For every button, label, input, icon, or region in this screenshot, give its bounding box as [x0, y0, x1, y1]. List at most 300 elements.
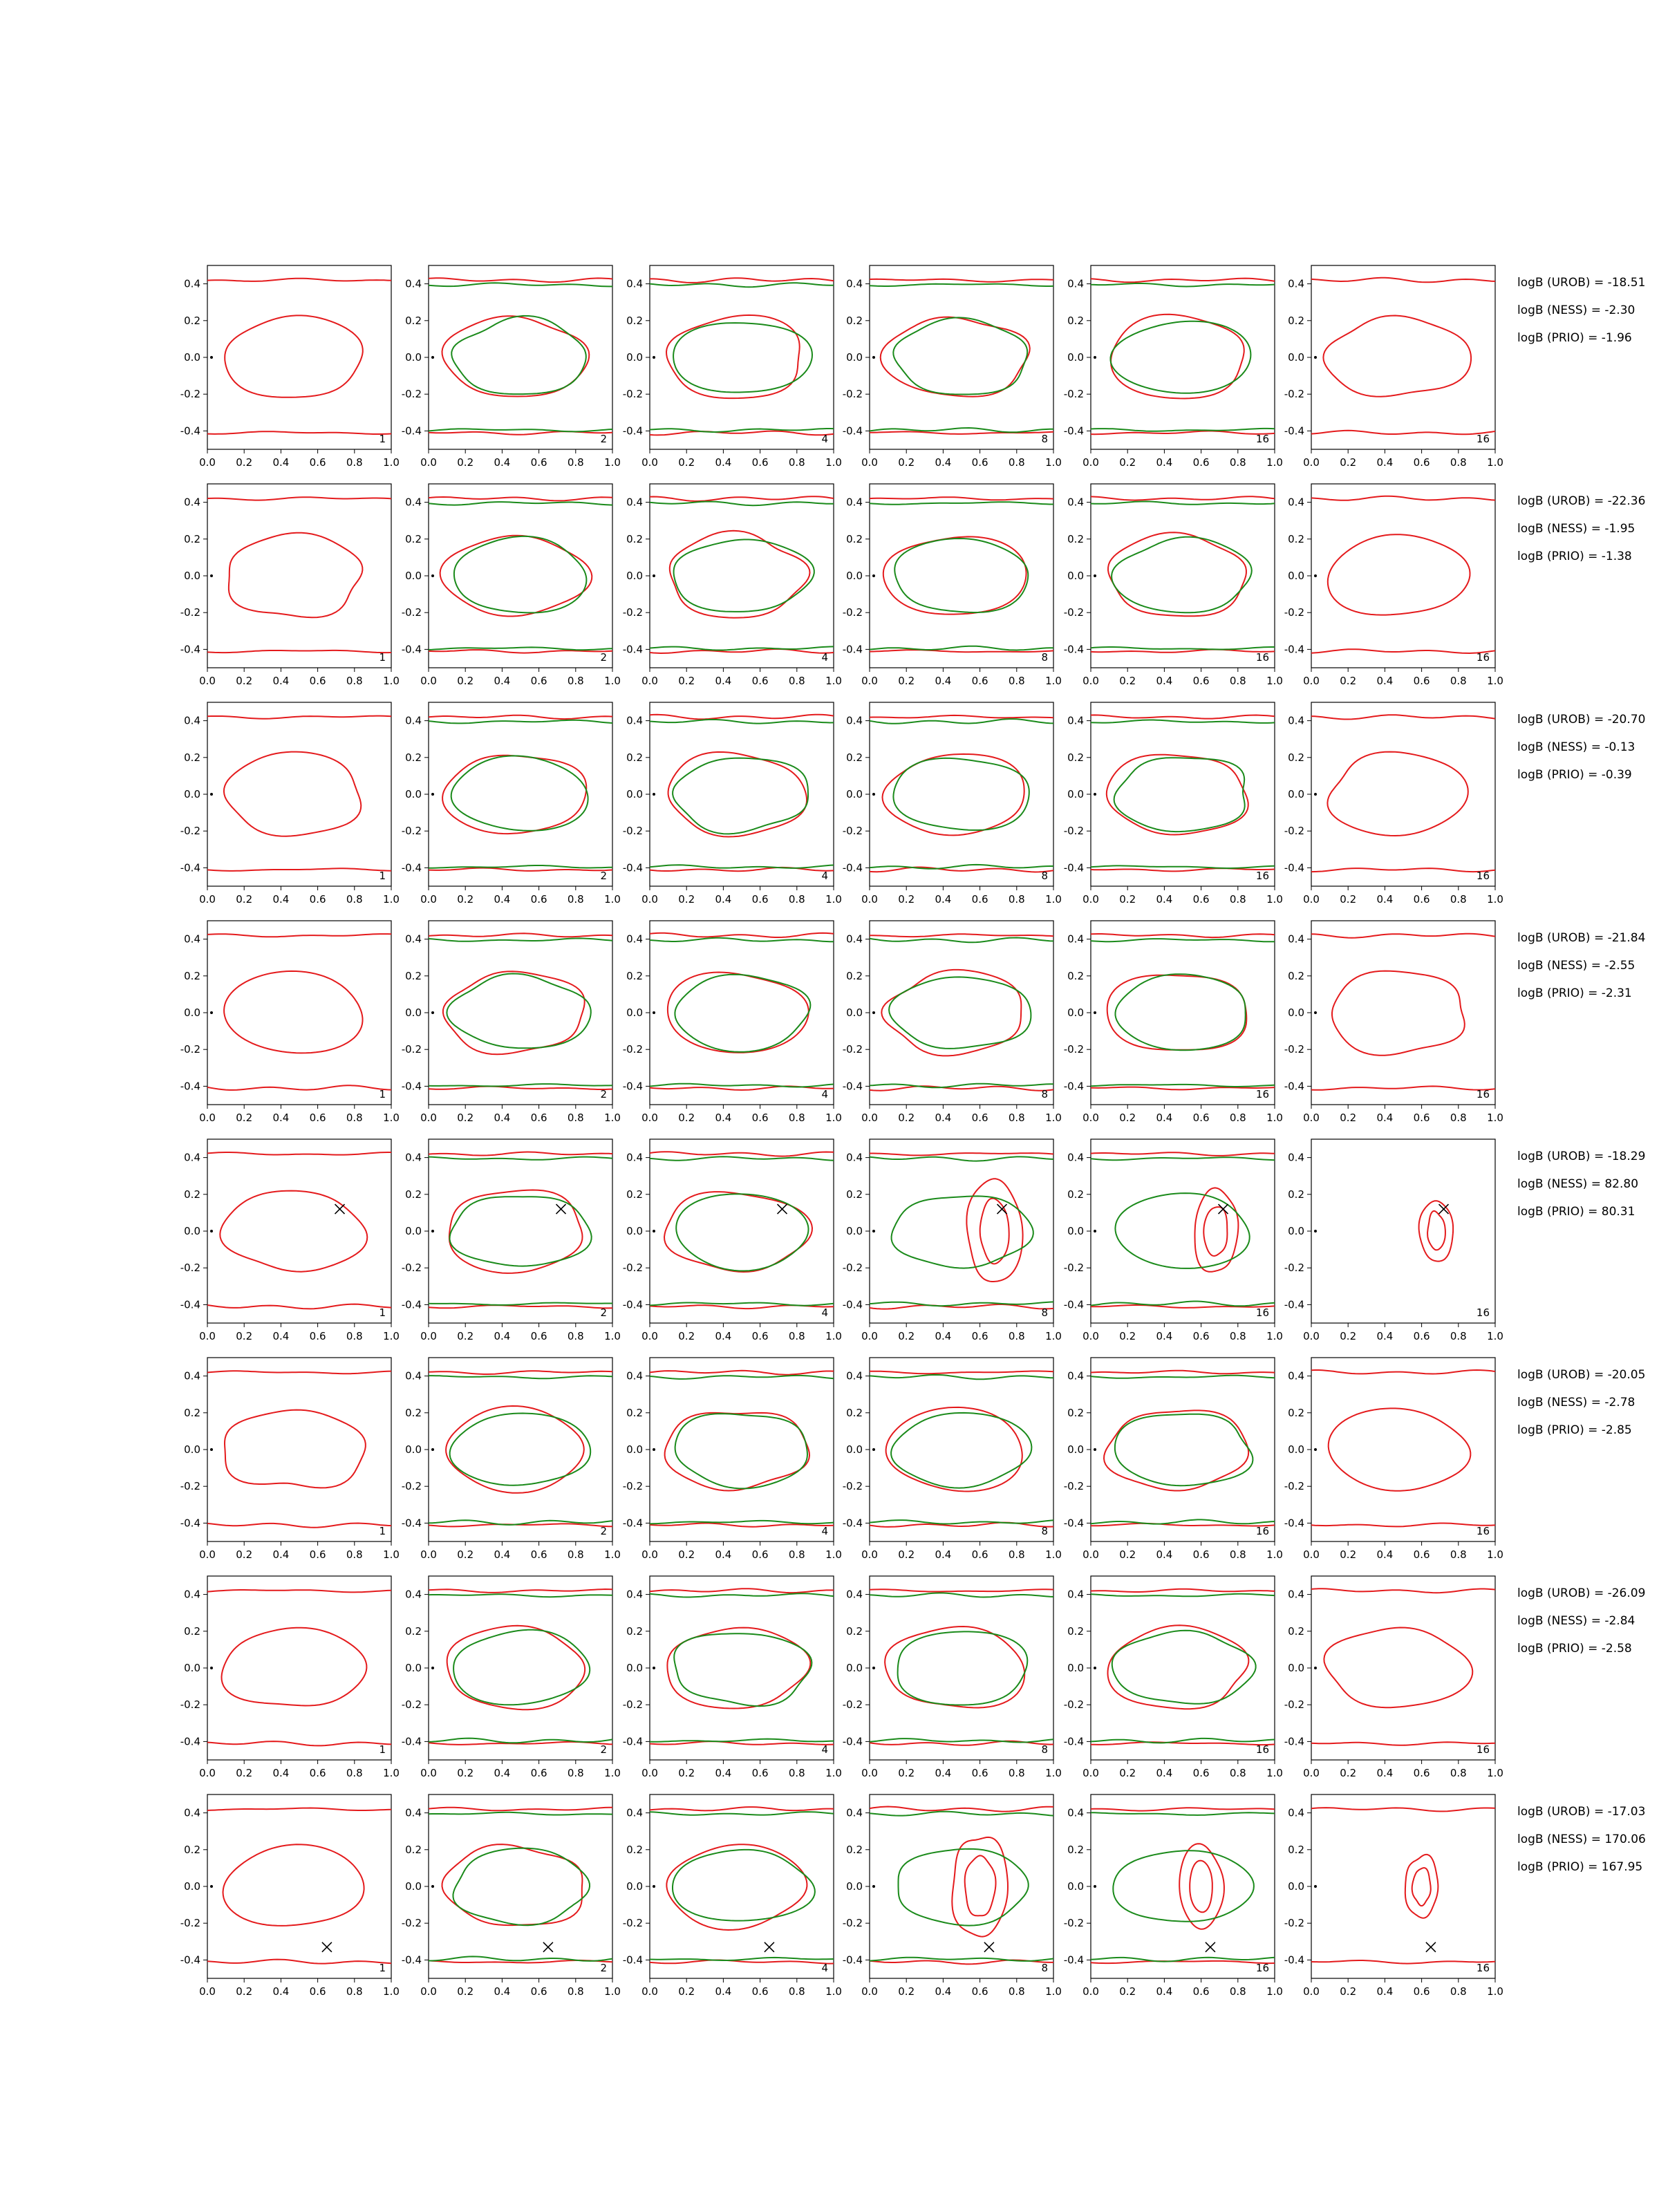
- panel-r2-c1: [180, 484, 400, 687]
- panel-r7-c2: [402, 1576, 621, 1779]
- origin-dot: [653, 793, 655, 796]
- x-tick-label: 0.4: [935, 1767, 952, 1779]
- x-tick-label: 0.4: [272, 1548, 290, 1561]
- row-annotation: logB (NESS) = -0.13: [1517, 740, 1635, 754]
- red-contour-top: [870, 715, 1053, 718]
- panel-r6-c2: [402, 1358, 621, 1561]
- x-tick-label: 0.8: [1450, 675, 1467, 687]
- origin-dot: [653, 1885, 655, 1888]
- x-tick-label: 0.6: [530, 1330, 547, 1342]
- origin-dot: [872, 1230, 875, 1232]
- green-contour-top: [870, 938, 1053, 943]
- panel-number-label: 4: [821, 1962, 828, 1974]
- red-contour-inner: [1179, 1844, 1224, 1929]
- y-tick-label: -0.2: [842, 1917, 863, 1930]
- red-contour-bottom: [207, 650, 391, 653]
- axes-frame: [1091, 1139, 1275, 1323]
- y-tick-label: -0.4: [622, 424, 643, 438]
- y-tick-label: 0.4: [405, 1151, 422, 1164]
- red-contour-bottom: [1311, 1086, 1495, 1089]
- y-tick-label: 0.0: [846, 788, 863, 800]
- y-tick-label: 0.2: [626, 1406, 643, 1419]
- origin-dot: [653, 1011, 655, 1014]
- red-contour-top: [650, 1152, 834, 1156]
- x-tick-label: 0.2: [457, 456, 474, 469]
- x-tick-label: 0.4: [715, 1330, 732, 1342]
- axes-frame: [429, 1358, 612, 1541]
- y-tick-label: 0.0: [1288, 351, 1304, 364]
- green-contour-top: [429, 502, 612, 505]
- x-tick-label: 0.6: [1192, 1767, 1210, 1779]
- y-tick-label: 0.2: [1067, 1406, 1084, 1419]
- red-contour-inner: [1328, 534, 1470, 615]
- panel-r5-c5: [1064, 1139, 1283, 1342]
- green-contour-inner: [674, 1633, 812, 1706]
- x-tick-label: 1.0: [604, 893, 621, 906]
- green-contour-top: [650, 283, 834, 287]
- red-contour-inner: [1107, 975, 1247, 1050]
- x-tick-label: 0.2: [1119, 1985, 1136, 1998]
- x-tick-label: 0.6: [309, 1985, 326, 1998]
- red-contour-top: [1311, 715, 1495, 719]
- y-tick-label: -0.4: [1284, 1517, 1304, 1530]
- origin-dot: [210, 1230, 213, 1232]
- panel-r5-c3: [623, 1139, 842, 1342]
- panel-r1-c1: [180, 265, 400, 469]
- x-tick-label: 0.2: [678, 1112, 695, 1124]
- red-contour-inner: [442, 316, 590, 396]
- x-tick-label: 1.0: [1487, 675, 1503, 687]
- y-tick-label: -0.4: [401, 1735, 422, 1748]
- x-tick-label: 0.0: [861, 456, 878, 469]
- red-contour-top: [207, 1590, 391, 1592]
- axes-frame: [650, 921, 834, 1105]
- x-tick-label: 0.0: [861, 1330, 878, 1342]
- red-contour-inner: [446, 1406, 584, 1493]
- y-tick-label: -0.2: [401, 825, 422, 838]
- panel-number-label: 1: [379, 1962, 386, 1974]
- x-tick-label: 0.6: [309, 456, 326, 469]
- y-tick-label: 0.4: [846, 1369, 863, 1382]
- red-contour-top: [1311, 496, 1495, 500]
- green-contour-bottom: [429, 1303, 612, 1305]
- red-contour-top: [1311, 1808, 1495, 1811]
- y-tick-label: 0.4: [184, 496, 200, 509]
- y-tick-label: 0.2: [1067, 1188, 1084, 1201]
- x-tick-label: 0.2: [457, 893, 474, 906]
- x-tick-label: 0.4: [935, 1985, 952, 1998]
- x-tick-label: 1.0: [1487, 1112, 1503, 1124]
- x-tick-label: 1.0: [1045, 1112, 1062, 1124]
- y-tick-label: 0.2: [846, 1188, 863, 1201]
- panel-number-label: 16: [1255, 870, 1269, 882]
- origin-dot: [653, 1230, 655, 1232]
- y-tick-label: 0.2: [1288, 1188, 1304, 1201]
- axes-frame: [1311, 1794, 1495, 1978]
- y-tick-label: 0.0: [405, 1443, 422, 1456]
- x-tick-label: 0.6: [309, 893, 326, 906]
- x-tick-label: 1.0: [604, 1767, 621, 1779]
- red-contour-top: [429, 715, 612, 719]
- red-contour-top: [650, 1807, 834, 1810]
- x-tick-label: 0.2: [1119, 1548, 1136, 1561]
- x-tick-label: 0.2: [898, 1548, 915, 1561]
- green-contour-bottom: [870, 1958, 1053, 1961]
- x-tick-label: 0.8: [346, 1112, 363, 1124]
- y-tick-label: -0.2: [180, 1917, 200, 1930]
- axes-frame: [870, 921, 1053, 1105]
- green-contour-bottom: [1091, 865, 1275, 868]
- y-tick-label: -0.4: [1284, 1080, 1304, 1093]
- panel-r8-c2: [402, 1794, 621, 1998]
- red-contour-top: [429, 1589, 612, 1593]
- axes-frame: [650, 1358, 834, 1541]
- y-tick-label: 0.2: [405, 532, 422, 545]
- y-tick-label: -0.2: [401, 1917, 422, 1930]
- y-tick-label: 0.4: [405, 277, 422, 290]
- y-tick-label: -0.4: [1063, 1953, 1084, 1967]
- x-tick-label: 1.0: [1487, 893, 1503, 906]
- axes-frame: [650, 1794, 834, 1978]
- x-tick-label: 0.4: [1376, 675, 1394, 687]
- red-contour-inner: [225, 315, 363, 397]
- x-tick-label: 0.6: [751, 1112, 769, 1124]
- x-tick-label: 0.0: [199, 1548, 216, 1561]
- x-tick-label: 0.0: [861, 893, 878, 906]
- x-tick-label: 0.0: [420, 1112, 437, 1124]
- row-annotation: logB (PRIO) = -1.96: [1517, 331, 1632, 345]
- x-tick-label: 0.8: [346, 893, 363, 906]
- x-tick-label: 0.4: [935, 1112, 952, 1124]
- y-tick-label: 0.4: [846, 277, 863, 290]
- y-tick-label: -0.4: [180, 643, 200, 656]
- y-tick-label: 0.2: [184, 1843, 200, 1856]
- y-tick-label: 0.2: [846, 751, 863, 764]
- x-tick-label: 0.0: [1082, 1330, 1099, 1342]
- x-tick-label: 0.6: [971, 1767, 988, 1779]
- row-annotation: logB (UROB) = -20.05: [1517, 1368, 1646, 1382]
- green-contour-top: [650, 720, 834, 724]
- x-tick-label: 1.0: [1045, 456, 1062, 469]
- y-tick-label: 0.2: [184, 1624, 200, 1638]
- x-tick-label: 1.0: [383, 1985, 400, 1998]
- panel-r8-c4: [843, 1794, 1062, 1998]
- x-tick-label: 0.8: [1229, 893, 1246, 906]
- y-tick-label: 0.4: [1067, 496, 1084, 509]
- y-tick-label: -0.4: [622, 1735, 643, 1748]
- y-tick-label: -0.4: [180, 1517, 200, 1530]
- panel-r1-c3: [623, 265, 842, 469]
- axes-frame: [1091, 265, 1275, 449]
- cross-marker: [1219, 1204, 1228, 1214]
- origin-dot: [431, 1885, 434, 1888]
- y-tick-label: 0.0: [846, 570, 863, 582]
- x-tick-label: 0.2: [457, 1767, 474, 1779]
- x-tick-label: 0.0: [420, 893, 437, 906]
- y-tick-label: 0.0: [1288, 1443, 1304, 1456]
- panel-r6-c1: [180, 1358, 400, 1561]
- panel-number-label: 2: [600, 1525, 607, 1537]
- y-tick-label: -0.4: [842, 424, 863, 438]
- red-contour-top: [207, 279, 391, 281]
- green-contour-inner: [891, 1413, 1031, 1488]
- origin-dot: [1094, 1011, 1096, 1014]
- axes-frame: [207, 1139, 391, 1323]
- x-tick-label: 0.4: [715, 893, 732, 906]
- axes-frame: [650, 265, 834, 449]
- y-tick-label: 0.4: [1067, 1806, 1084, 1819]
- origin-dot: [1314, 1667, 1317, 1669]
- x-tick-label: 0.8: [1450, 1330, 1467, 1342]
- axes-frame: [429, 702, 612, 886]
- panel-number-label: 16: [1476, 1962, 1490, 1974]
- x-tick-label: 0.8: [788, 1330, 805, 1342]
- x-tick-label: 1.0: [1266, 1112, 1283, 1124]
- panel-r3-c5: [1064, 702, 1283, 906]
- red-contour-core: [1190, 1861, 1212, 1913]
- red-contour-inner: [222, 1628, 367, 1706]
- row-annotation: logB (NESS) = 82.80: [1517, 1177, 1639, 1191]
- origin-dot: [872, 1448, 875, 1451]
- y-tick-label: 0.2: [405, 1624, 422, 1638]
- y-tick-label: -0.4: [1063, 861, 1084, 874]
- y-tick-label: 0.4: [1067, 714, 1084, 727]
- origin-dot: [872, 793, 875, 796]
- panel-r2-c6: [1284, 484, 1503, 687]
- y-tick-label: -0.2: [1063, 1262, 1084, 1275]
- x-tick-label: 0.6: [530, 1767, 547, 1779]
- x-tick-label: 0.6: [1192, 893, 1210, 906]
- y-tick-label: 0.2: [1288, 1406, 1304, 1419]
- y-tick-label: 0.4: [846, 496, 863, 509]
- red-contour-inner: [881, 317, 1030, 397]
- panel-r8-c3: [623, 1794, 842, 1998]
- y-tick-label: -0.4: [1063, 424, 1084, 438]
- green-contour-top: [1091, 1376, 1275, 1378]
- axes-frame: [1091, 921, 1275, 1105]
- green-contour-inner: [673, 1850, 815, 1921]
- panel-r5-c2: [402, 1139, 621, 1342]
- x-tick-label: 0.0: [1082, 1548, 1099, 1561]
- x-tick-label: 0.0: [641, 675, 658, 687]
- y-tick-label: 0.0: [846, 1662, 863, 1674]
- green-contour-top: [429, 283, 612, 286]
- axes-frame: [207, 484, 391, 668]
- y-tick-label: 0.4: [405, 1369, 422, 1382]
- y-tick-label: 0.4: [1067, 1151, 1084, 1164]
- panel-number-label: 2: [600, 1743, 607, 1756]
- cross-marker: [556, 1204, 566, 1214]
- y-tick-label: -0.2: [180, 825, 200, 838]
- x-tick-label: 0.8: [1229, 1548, 1246, 1561]
- panel-r6-c3: [623, 1358, 842, 1561]
- y-tick-label: 0.2: [1288, 1843, 1304, 1856]
- x-tick-label: 0.4: [935, 675, 952, 687]
- axes-frame: [429, 1139, 612, 1323]
- x-tick-label: 0.8: [567, 1548, 584, 1561]
- red-contour-inner: [1327, 752, 1468, 836]
- red-contour-inner: [1329, 1408, 1471, 1490]
- x-tick-label: 1.0: [1487, 1985, 1503, 1998]
- panel-number-label: 8: [1041, 1306, 1048, 1319]
- green-contour-bottom: [870, 865, 1053, 869]
- y-tick-label: 0.2: [1067, 751, 1084, 764]
- row-annotation: logB (PRIO) = -2.85: [1517, 1423, 1632, 1437]
- green-contour-bottom: [1091, 1519, 1275, 1524]
- green-contour-inner: [674, 540, 814, 612]
- x-tick-label: 0.2: [1340, 1112, 1357, 1124]
- x-tick-label: 0.6: [530, 456, 547, 469]
- red-contour-core: [1412, 1868, 1431, 1906]
- y-tick-label: -0.4: [180, 861, 200, 874]
- red-contour-top: [650, 1371, 834, 1375]
- red-contour-inner: [883, 536, 1027, 614]
- x-tick-label: 1.0: [383, 1548, 400, 1561]
- y-tick-label: 0.0: [405, 1880, 422, 1893]
- green-contour-top: [1091, 1812, 1275, 1815]
- x-tick-label: 0.4: [1156, 675, 1173, 687]
- red-contour-bottom: [1311, 1742, 1495, 1745]
- green-contour-inner: [451, 316, 586, 394]
- y-tick-label: -0.2: [842, 606, 863, 619]
- y-tick-label: -0.4: [1063, 643, 1084, 656]
- red-contour-top: [650, 496, 834, 501]
- x-tick-label: 0.2: [678, 1985, 695, 1998]
- red-contour-inner: [952, 1837, 1008, 1937]
- y-tick-label: 0.2: [1288, 532, 1304, 545]
- panel-number-label: 1: [379, 1525, 386, 1537]
- y-tick-label: 0.0: [184, 1880, 200, 1893]
- x-tick-label: 0.0: [199, 1112, 216, 1124]
- panel-number-label: 16: [1476, 870, 1490, 882]
- y-tick-label: -0.2: [1063, 606, 1084, 619]
- y-tick-label: 0.4: [184, 932, 200, 946]
- red-contour-core: [965, 1855, 996, 1915]
- green-contour-top: [1091, 501, 1275, 504]
- origin-dot: [1314, 1230, 1317, 1232]
- y-tick-label: 0.4: [405, 714, 422, 727]
- x-tick-label: 0.8: [1229, 675, 1246, 687]
- x-tick-label: 0.0: [861, 1112, 878, 1124]
- x-tick-label: 0.8: [1450, 1985, 1467, 1998]
- panel-r3-c4: [843, 702, 1062, 906]
- green-contour-top: [429, 1594, 612, 1597]
- y-tick-label: 0.0: [846, 1006, 863, 1019]
- y-tick-label: -0.2: [842, 1480, 863, 1493]
- x-tick-label: 0.0: [1082, 675, 1099, 687]
- x-tick-label: 0.0: [420, 1548, 437, 1561]
- x-tick-label: 0.0: [1303, 675, 1320, 687]
- x-tick-label: 0.4: [1156, 1330, 1173, 1342]
- y-tick-label: 0.2: [184, 532, 200, 545]
- panel-number-label: 4: [821, 1306, 828, 1319]
- y-tick-label: 0.0: [184, 788, 200, 800]
- x-tick-label: 0.8: [567, 1112, 584, 1124]
- green-contour-top: [870, 1812, 1053, 1816]
- red-contour-inner: [668, 752, 807, 837]
- x-tick-label: 0.8: [1229, 1985, 1246, 1998]
- y-tick-label: 0.4: [405, 1588, 422, 1601]
- panel-r5-c1: [180, 1139, 400, 1342]
- panel-number-label: 8: [1041, 1525, 1048, 1537]
- y-tick-label: 0.2: [184, 1188, 200, 1201]
- row-annotation: logB (UROB) = -21.84: [1517, 931, 1646, 945]
- red-contour-top: [870, 1807, 1053, 1812]
- y-tick-label: 0.4: [184, 277, 200, 290]
- x-tick-label: 0.0: [641, 1767, 658, 1779]
- y-tick-label: -0.4: [622, 861, 643, 874]
- axes-frame: [429, 484, 612, 668]
- red-contour-inner: [664, 1192, 812, 1272]
- x-tick-label: 0.8: [1008, 1548, 1025, 1561]
- green-contour-top: [1091, 1594, 1275, 1597]
- x-tick-label: 0.8: [788, 1985, 805, 1998]
- row-annotation: logB (NESS) = 170.06: [1517, 1833, 1646, 1846]
- origin-dot: [431, 793, 434, 796]
- green-contour-inner: [447, 974, 590, 1049]
- y-tick-label: 0.2: [184, 1406, 200, 1419]
- origin-dot: [210, 1011, 213, 1014]
- y-tick-label: 0.2: [1067, 314, 1084, 327]
- red-contour-top: [207, 1808, 391, 1811]
- x-tick-label: 0.0: [420, 675, 437, 687]
- y-tick-label: 0.4: [184, 714, 200, 727]
- y-tick-label: 0.0: [405, 1006, 422, 1019]
- y-tick-label: 0.0: [184, 1225, 200, 1237]
- x-tick-label: 0.6: [751, 1330, 769, 1342]
- axes-frame: [870, 1358, 1053, 1541]
- green-contour-top: [650, 1812, 834, 1815]
- panel-number-label: 4: [821, 651, 828, 664]
- origin-dot: [431, 1230, 434, 1232]
- y-tick-label: -0.2: [1284, 606, 1304, 619]
- y-tick-label: 0.2: [405, 1406, 422, 1419]
- red-contour-core: [1203, 1207, 1227, 1256]
- red-contour-bottom: [1311, 1960, 1495, 1964]
- x-tick-label: 0.8: [1450, 893, 1467, 906]
- red-contour-inner: [224, 971, 362, 1053]
- y-tick-label: 0.4: [184, 1151, 200, 1164]
- cross-marker: [778, 1204, 787, 1214]
- x-tick-label: 0.4: [494, 1548, 511, 1561]
- y-tick-label: 0.0: [626, 570, 643, 582]
- x-tick-label: 0.6: [751, 675, 769, 687]
- green-contour-bottom: [650, 1958, 834, 1960]
- y-tick-label: -0.4: [180, 1080, 200, 1093]
- x-tick-label: 0.4: [1376, 1767, 1394, 1779]
- red-contour-top: [1091, 715, 1275, 718]
- x-tick-label: 0.6: [530, 1548, 547, 1561]
- y-tick-label: -0.2: [401, 1043, 422, 1056]
- x-tick-label: 1.0: [1266, 893, 1283, 906]
- y-tick-label: -0.4: [842, 1080, 863, 1093]
- red-contour-inner: [443, 971, 585, 1054]
- green-contour-inner: [453, 1848, 590, 1926]
- y-tick-label: -0.2: [1284, 1917, 1304, 1930]
- origin-dot: [1094, 1230, 1096, 1232]
- green-contour-inner: [892, 1196, 1033, 1268]
- green-contour-bottom: [870, 1520, 1053, 1524]
- x-tick-label: 0.6: [971, 893, 988, 906]
- origin-dot: [210, 356, 213, 359]
- red-contour-inner: [886, 1407, 1022, 1492]
- y-tick-label: 0.2: [846, 532, 863, 545]
- panel-number-label: 2: [600, 651, 607, 664]
- red-contour-inner: [668, 973, 809, 1053]
- x-tick-label: 0.0: [199, 1985, 216, 1998]
- red-contour-inner: [449, 1190, 583, 1273]
- y-tick-label: 0.2: [846, 314, 863, 327]
